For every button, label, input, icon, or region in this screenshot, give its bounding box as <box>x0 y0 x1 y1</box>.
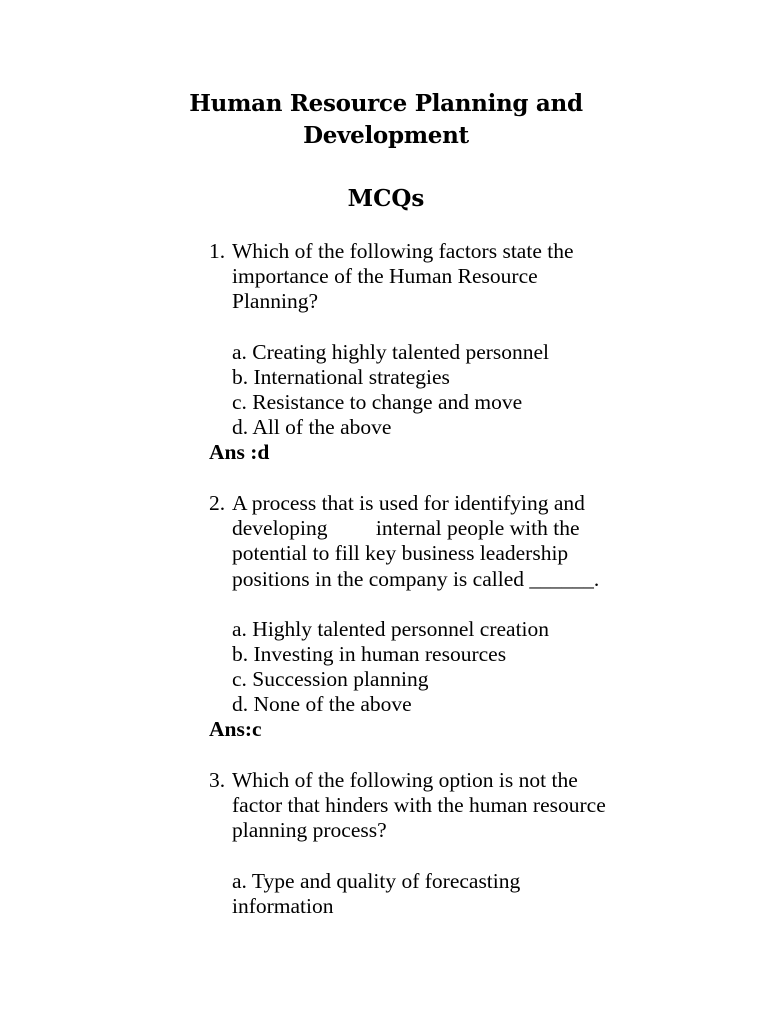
question-3-option-a: a. Type and quality of forecasting <box>232 869 521 893</box>
document-title-line-2: Development <box>303 122 469 149</box>
question-1-answer: Ans :d <box>209 440 270 464</box>
question-2-option-a: a. Highly talented personnel creation <box>232 617 550 641</box>
document-title-line-1: Human Resource Planning and <box>189 90 583 117</box>
question-3-text-line-1: Which of the following option is not the <box>232 768 578 792</box>
question-3-text-line-2: factor that hinders with the human resource <box>232 793 606 817</box>
question-2-option-c: c. Succession planning <box>232 667 429 691</box>
question-1-text-line-3: Planning? <box>232 289 318 313</box>
question-1-option-a: a. Creating highly talented personnel <box>232 340 550 364</box>
question-2-number: 2. <box>209 491 226 515</box>
question-2-option-b: b. Investing in human resources <box>232 642 507 666</box>
question-3-number: 3. <box>209 768 226 792</box>
question-2-text-line-1: A process that is used for identifying and <box>232 491 585 515</box>
question-2-text-line-2: developing internal people with the <box>232 516 580 540</box>
question-2-text-line-4: positions in the company is called ______. <box>232 567 600 591</box>
question-1-text-line-2: importance of the Human Resource <box>232 264 538 288</box>
question-2-answer: Ans:c <box>209 717 262 741</box>
question-1-option-b: b. International strategies <box>232 365 450 389</box>
question-3-option-a-continued: information <box>232 894 334 918</box>
question-2-option-d: d. None of the above <box>232 692 412 716</box>
question-2-text-line-3: potential to fill key business leadership <box>232 541 569 565</box>
document-subtitle: MCQs <box>347 185 425 212</box>
question-1-text-line-1: Which of the following factors state the <box>232 239 574 263</box>
question-3-text-line-3: planning process? <box>232 818 387 842</box>
question-1-number: 1. <box>209 239 226 263</box>
question-1-option-d: d. All of the above <box>232 415 392 439</box>
question-1-option-c: c. Resistance to change and move <box>232 390 523 414</box>
